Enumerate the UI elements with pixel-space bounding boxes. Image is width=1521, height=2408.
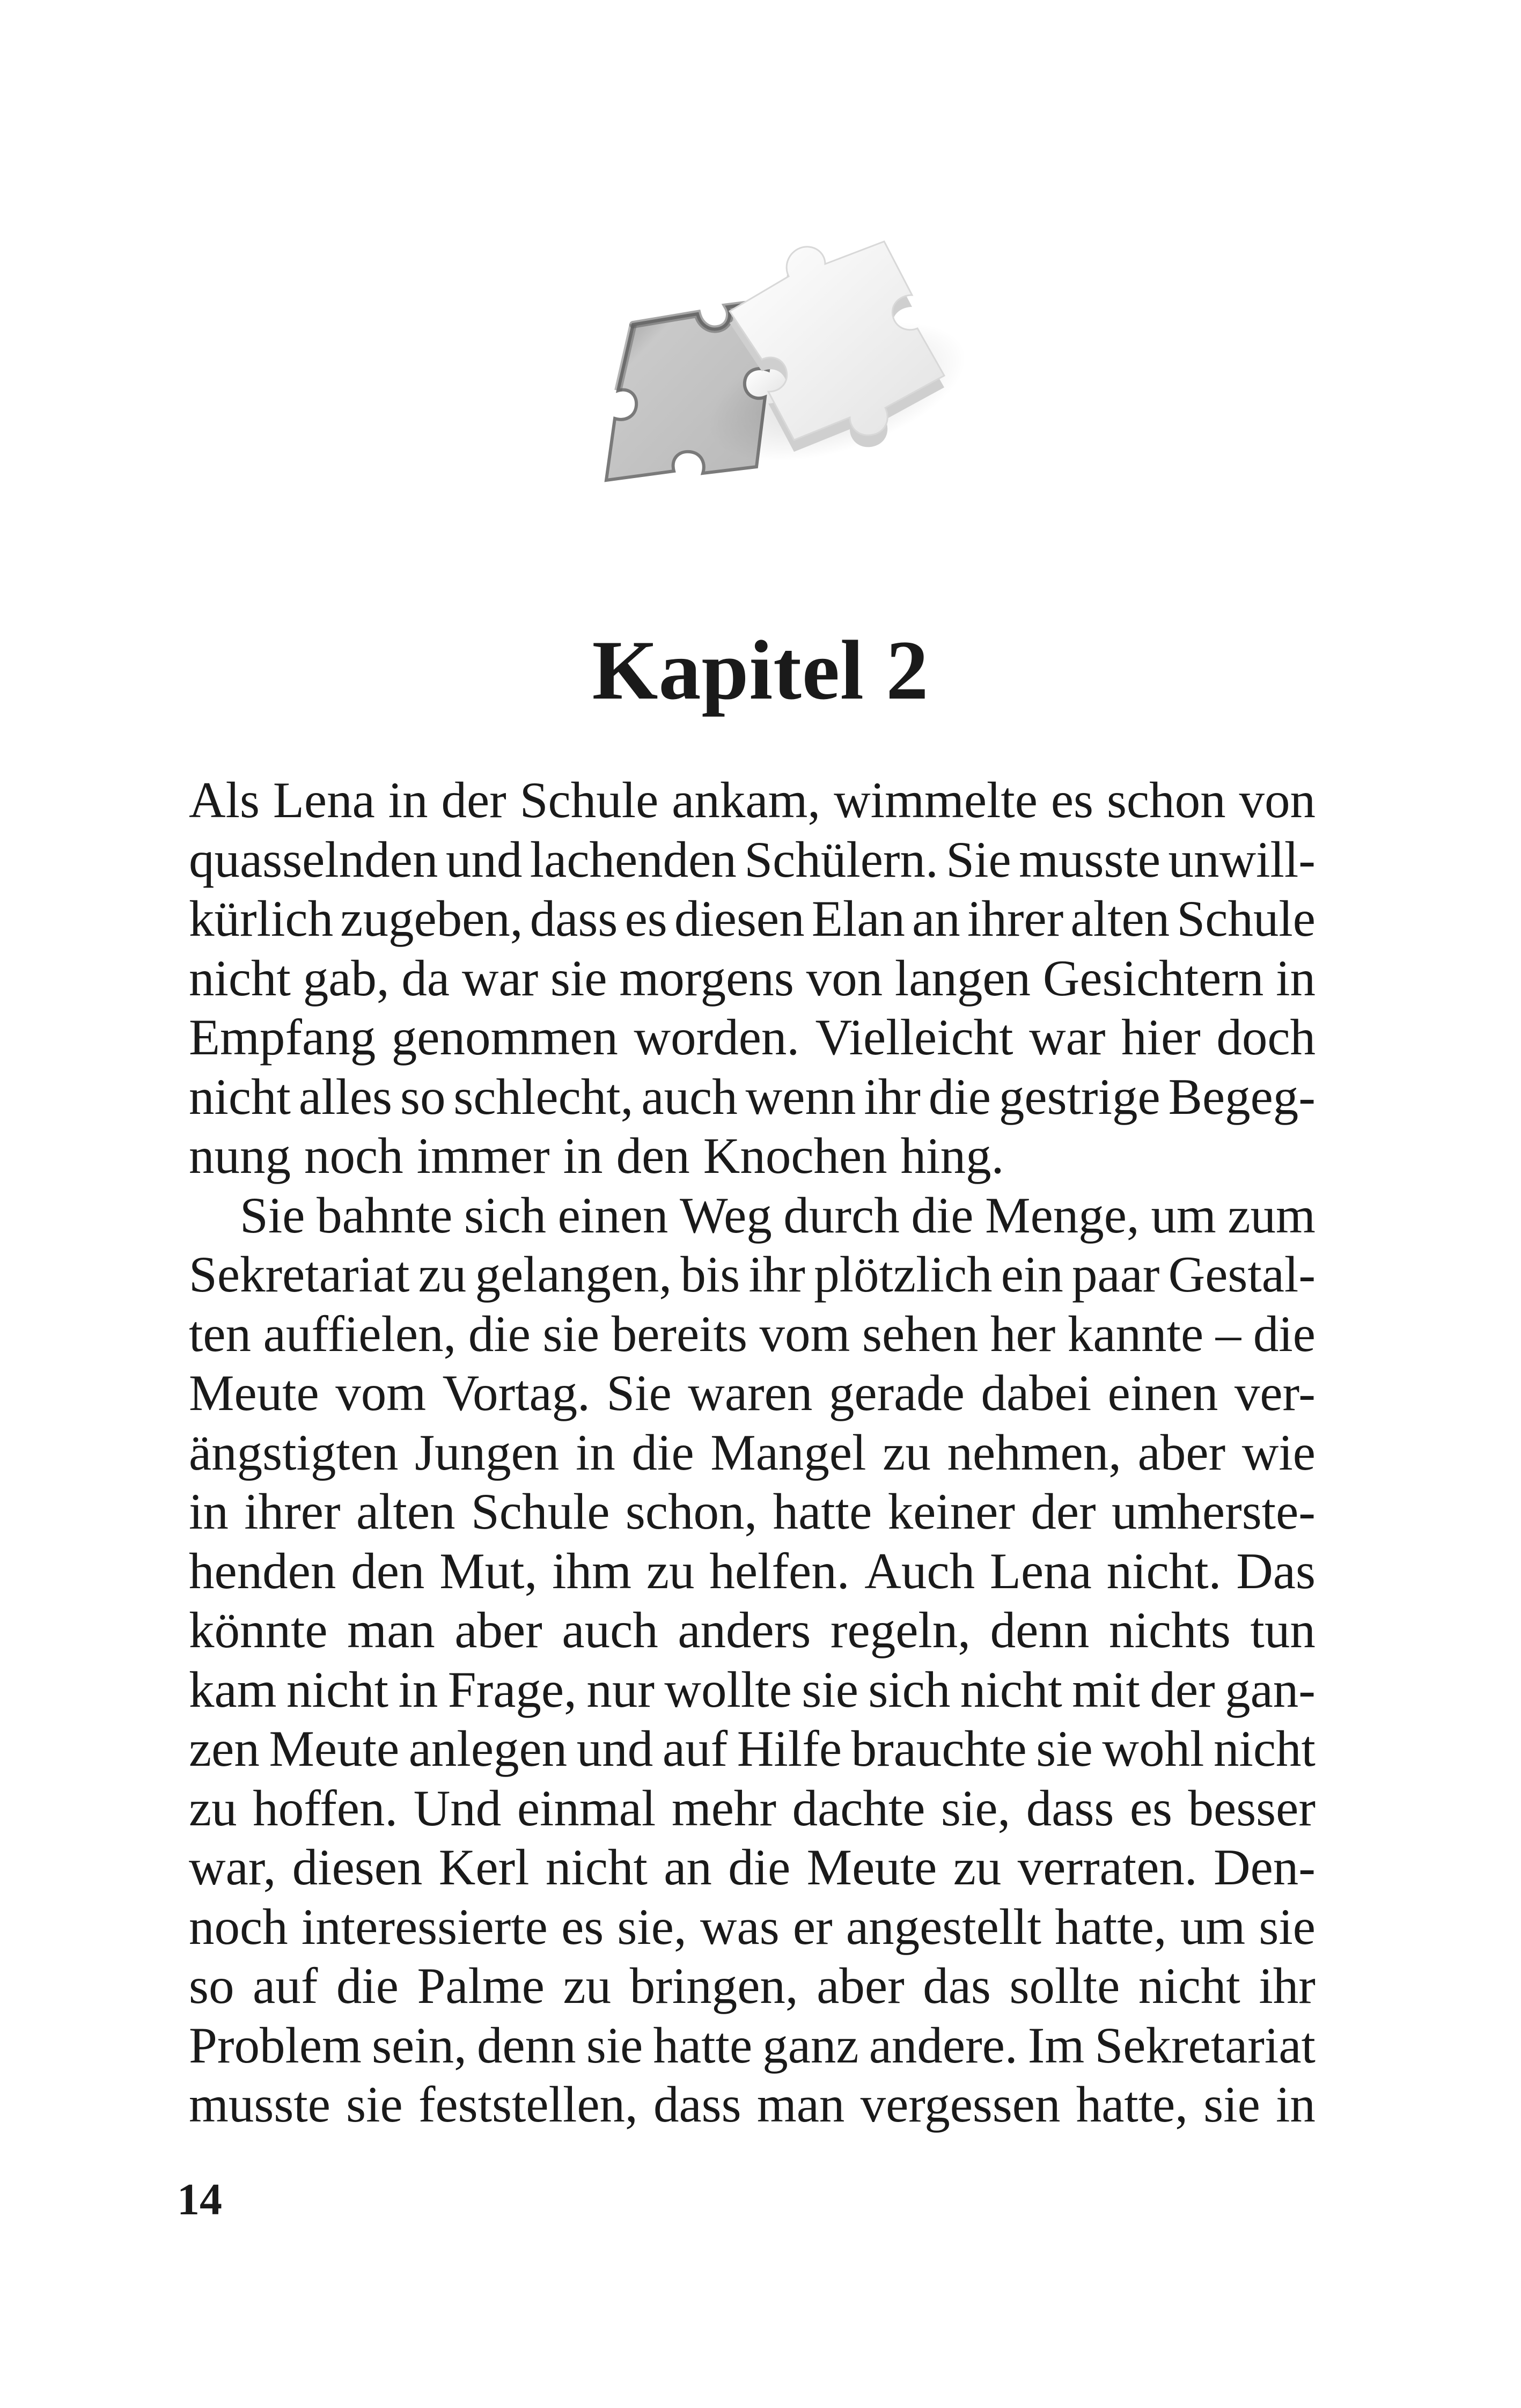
text-line: in ihrer alten Schule schon, hatte keiner der umherste- (189, 1483, 1316, 1540)
text-line: Als Lena in der Schule ankam, wimmelte es schon von (189, 772, 1316, 828)
text-line: Meute vom Vortag. Sie waren gerade dabei einen ver- (189, 1364, 1316, 1421)
text-line: musste sie feststellen, dass man vergessen hatte, sie in (189, 2076, 1316, 2133)
text-line: kam nicht in Frage, nur wollte sie sich nicht mit der gan- (189, 1661, 1316, 1718)
chapter-body-text (189, 770, 1316, 2134)
text-line: zu hoffen. Und einmal mehr dachte sie, dass es besser (189, 1779, 1316, 1837)
chapter-title: Kapitel 2 (592, 623, 929, 717)
text-line: noch interessierte es sie, was er angestellt hatte, um sie (189, 1898, 1316, 1955)
paragraph (189, 770, 1316, 1186)
text-line: könnte man aber auch anders regeln, denn nichts tun (189, 1602, 1316, 1658)
puzzle-piece-icon (569, 215, 966, 558)
page-number: 14 (177, 2175, 222, 2225)
text-line: quasselnden und lachenden Schülern. Sie musste unwill- (189, 831, 1316, 888)
text-line: Problem sein, denn sie hatte ganz andere. Im Sekretariat (189, 2016, 1316, 2074)
text-line: Sekretariat zu gelangen, bis ihr plötzlich ein paar Gestal- (189, 1246, 1316, 1303)
text-line: war, diesen Kerl nicht an die Meute zu verraten. Den- (189, 1839, 1316, 1896)
text-line: so auf die Palme zu bringen, aber das sollte nicht ihr (189, 1957, 1316, 2014)
text-line: ängstigten Jungen in die Mangel zu nehmen, aber wie (189, 1423, 1316, 1481)
text-line: Sie bahnte sich einen Weg durch die Menge, um zum (240, 1186, 1316, 1244)
text-line: nicht gab, da war sie morgens von langen Gesichtern in (189, 949, 1316, 1007)
text-line: nicht alles so schlecht, auch wenn ihr die gestrige Begeg- (189, 1068, 1316, 1125)
text-line: henden den Mut, ihm zu helfen. Auch Lena nicht. Das (189, 1542, 1316, 1599)
text-line: ten auffielen, die sie bereits vom sehen her kannte – die (189, 1305, 1316, 1362)
paragraph (189, 1186, 1316, 2134)
text-line: nung noch immer in den Knochen hing. (189, 1127, 1004, 1184)
text-line: kürlich zugeben, dass es diesen Elan an ihrer alten Schule (189, 890, 1316, 947)
text-line: Empfang genommen worden. Vielleicht war hier doch (189, 1009, 1316, 1066)
text-line: zen Meute anlegen und auf Hilfe brauchte sie wohl nicht (189, 1720, 1316, 1777)
